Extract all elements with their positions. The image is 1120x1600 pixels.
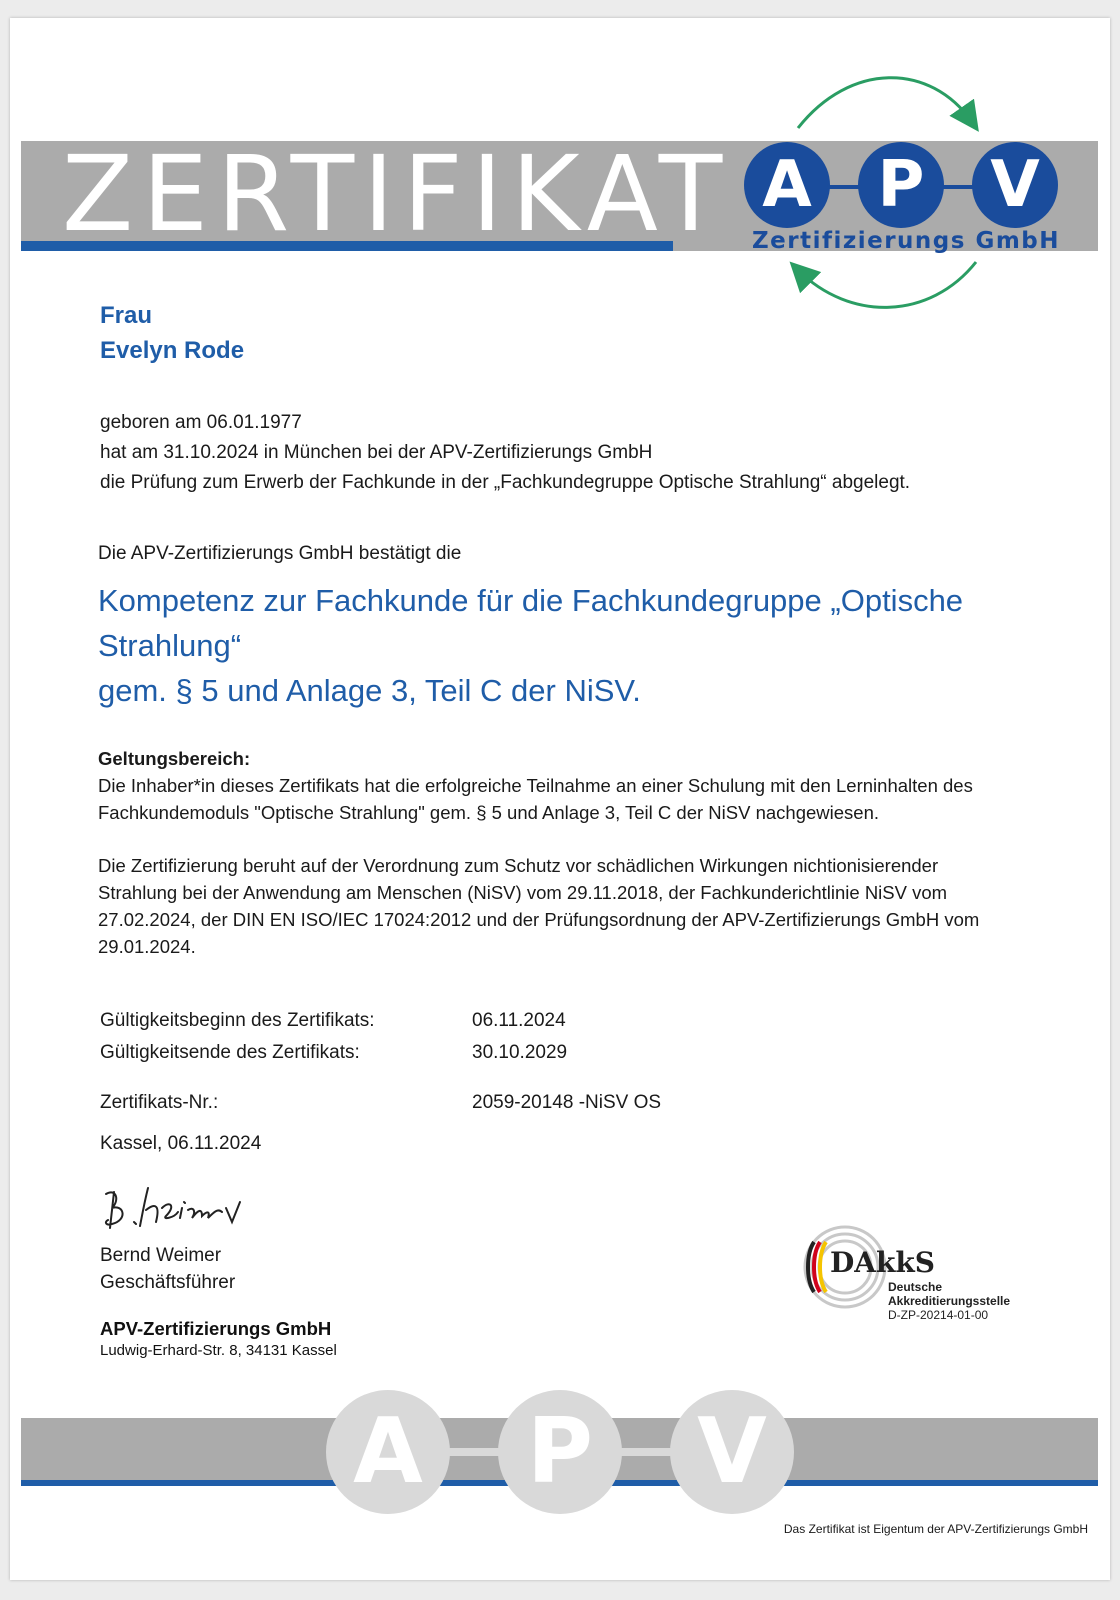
validity-begin-value: 06.11.2024 xyxy=(472,1010,566,1031)
logo-subtitle: Zertifizierungs GmbH xyxy=(751,228,1061,254)
dakks-line: Akkreditierungsstelle xyxy=(888,1294,1011,1308)
recipient-block xyxy=(100,298,244,368)
company-block xyxy=(100,1318,337,1359)
competence-line: gem. § 5 und Anlage 3, Teil C der NiSV. xyxy=(98,673,641,708)
certificate-number-label: Zertifikats-Nr.: xyxy=(100,1092,219,1113)
basis-text-line: Die Zertifizierung beruht auf der Verordnung zum Schutz vor schädlichen Wirkungen nichtionisierender xyxy=(98,855,939,876)
signatory-name: Bernd Weimer xyxy=(100,1245,222,1266)
logo-letter-a: A xyxy=(744,142,830,228)
recipient-name: Evelyn Rode xyxy=(100,337,245,364)
validity-end-value: 30.10.2029 xyxy=(472,1042,568,1063)
signatory-block xyxy=(100,1242,235,1296)
scope-heading: Geltungsbereich: xyxy=(98,748,251,769)
certificate-number-value: 2059-20148 -NiSV OS xyxy=(472,1092,662,1113)
company-name: APV-Zertifizierungs GmbH xyxy=(100,1318,332,1339)
confirmation-intro: Die APV-Zertifizierungs GmbH bestätigt die xyxy=(98,543,462,564)
basis-text-line: Strahlung bei der Anwendung am Menschen (NiSV) vom 29.11.2018, der Fachkunderichtlinie NiSV vom xyxy=(98,882,948,903)
watermark-letter-a: A xyxy=(326,1390,450,1514)
signatory-role: Geschäftsführer xyxy=(100,1272,236,1293)
dakks-name: DAkkS xyxy=(830,1246,936,1279)
validity-begin-label: Gültigkeitsbeginn des Zertifikats: xyxy=(100,1010,375,1031)
scope-text-line: Fachkundemoduls "Optische Strahlung" gem. § 5 und Anlage 3, Teil C der NiSV nachgewiesen. xyxy=(98,802,880,823)
basis-text-line: 27.02.2024, der DIN EN ISO/IEC 17024:2012 und der Prüfungsordnung der APV-Zertifizierungs GmbH vom xyxy=(98,909,980,930)
exam-info xyxy=(100,408,910,498)
scope-text-line: Die Inhaber*in dieses Zertifikats hat die erfolgreiche Teilnahme an einer Schulung mit den Lerninhalten des xyxy=(98,775,973,796)
signature-image xyxy=(98,1182,248,1242)
competence-statement xyxy=(98,578,1078,713)
dakks-text xyxy=(888,1280,1010,1322)
scope-section xyxy=(98,745,1088,960)
validity-end-label: Gültigkeitsende des Zertifikats: xyxy=(100,1042,360,1063)
exam-subject-line: die Prüfung zum Erwerb der Fachkunde in der „Fachkundegruppe Optische Strahlung“ abgelegt. xyxy=(100,472,911,493)
watermark-letter-p: P xyxy=(498,1390,622,1514)
competence-line: Strahlung“ xyxy=(98,628,242,663)
logo-letter-v: V xyxy=(972,142,1058,228)
certificate-title: ZERTIFIKAT xyxy=(62,133,732,255)
place-date: Kassel, 06.11.2024 xyxy=(100,1133,262,1154)
exam-date-line: hat am 31.10.2024 in München bei der APV-Zertifizierungs GmbH xyxy=(100,442,653,463)
basis-text-line: 29.01.2024. xyxy=(98,936,196,957)
dakks-code: D-ZP-20214-01-00 xyxy=(888,1308,989,1322)
footer-note: Das Zertifikat ist Eigentum der APV-Zertifizierungs GmbH xyxy=(783,1522,1088,1536)
recipient-salutation: Frau xyxy=(100,302,153,329)
logo-letter-p: P xyxy=(858,142,944,228)
birth-date-line: geboren am 06.01.1977 xyxy=(100,412,302,433)
watermark-letter-v: V xyxy=(670,1390,794,1514)
competence-line: Kompetenz zur Fachkunde für die Fachkundegruppe „Optische xyxy=(98,583,964,618)
dakks-line: Deutsche xyxy=(888,1280,943,1294)
company-address: Ludwig-Erhard-Str. 8, 34131 Kassel xyxy=(100,1342,337,1359)
